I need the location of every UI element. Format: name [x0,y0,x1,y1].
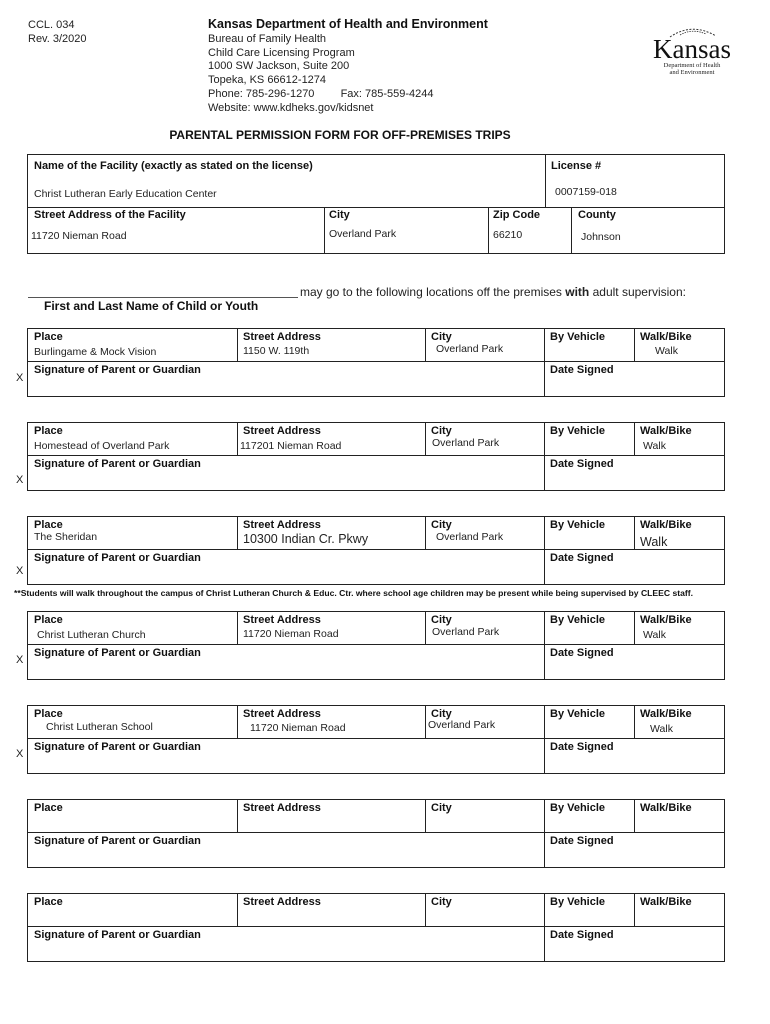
child-name-label: First and Last Name of Child or Youth [44,299,259,313]
city-label: City [431,519,452,531]
facility-city-value[interactable]: Overland Park [329,228,397,240]
trip-block [27,516,725,585]
date-signed-label: Date Signed [550,552,614,564]
signature-label: Signature of Parent or Guardian [34,647,201,659]
signature-label: Signature of Parent or Guardian [34,835,201,847]
facility-name-value[interactable]: Christ Lutheran Early Education Center [34,188,217,200]
trip-city-value[interactable]: Overland Park [428,719,496,731]
trip-block [27,893,725,962]
street-label: Street Address [243,519,321,531]
date-signed-label: Date Signed [550,835,614,847]
agency-bureau: Bureau of Family Health [208,32,326,45]
agency-street: 1000 SW Jackson, Suite 200 [208,60,350,73]
date-signed-label: Date Signed [550,458,614,470]
vehicle-label: By Vehicle [550,425,606,437]
signature-x-mark: X [16,565,24,577]
signature-label: Signature of Parent or Guardian [34,741,201,753]
agency-title: Kansas Department of Health and Environment [208,17,488,31]
city-label: City [431,331,452,343]
walk-label: Walk/Bike [640,802,692,814]
street-label: Street Address [243,425,321,437]
trip-place-value[interactable]: Christ Lutheran School [46,721,153,733]
place-label: Place [34,896,63,908]
date-signed-label: Date Signed [550,741,614,753]
trip-walk-value[interactable]: Walk [655,345,678,357]
walk-label: Walk/Bike [640,708,692,720]
agency-website: Website: www.kdheks.gov/kidsnet [208,101,374,114]
logo-line1: Department of Health [663,62,721,69]
signature-x-mark: X [16,474,24,486]
signature-x-mark: X [16,748,24,760]
trip-street-value[interactable]: 1150 W. 119th [243,345,310,357]
form-code: CCL. 034 [28,19,75,31]
place-label: Place [34,802,63,814]
signature-label: Signature of Parent or Guardian [34,929,201,941]
signature-x-mark: X [16,372,24,384]
city-label: City [431,614,452,626]
date-signed-label: Date Signed [550,929,614,941]
place-label: Place [34,519,63,531]
trip-place-value[interactable]: The Sheridan [34,531,98,543]
vehicle-label: By Vehicle [550,708,606,720]
facility-name-label: Name of the Facility (exactly as stated on the license) [34,160,313,172]
trip-block [27,328,725,397]
trip-block [27,611,725,680]
trip-street-value[interactable]: 11720 Nieman Road [250,722,346,734]
street-label: Street Address [243,614,321,626]
facility-zip-label: Zip Code [493,209,541,221]
vehicle-label: By Vehicle [550,802,606,814]
place-label: Place [34,331,63,343]
signature-label: Signature of Parent or Guardian [34,552,201,564]
street-label: Street Address [243,802,321,814]
trip-street-value[interactable]: 11720 Nieman Road [243,628,339,640]
walk-label: Walk/Bike [640,614,692,626]
facility-street-label: Street Address of the Facility [34,209,186,221]
city-label: City [431,896,452,908]
city-label: City [431,708,452,720]
trip-city-value[interactable]: Overland Park [436,531,504,543]
facility-zip-value[interactable]: 66210 [493,229,523,241]
date-signed-label: Date Signed [550,647,614,659]
license-label: License # [551,160,602,172]
city-label: City [431,425,452,437]
trip-walk-value[interactable]: Walk [640,535,668,549]
kdhe-logo [650,22,734,78]
walking-note: **Students will walk throughout the campus of Christ Lutheran Church & Educ. Ctr. where school age children may be present while being supervised by CLEEC staff. [14,588,694,598]
child-name-line[interactable] [28,297,298,298]
walk-label: Walk/Bike [640,896,692,908]
permission-text: may go to the following locations off the premises with adult supervision: [300,285,686,299]
walk-label: Walk/Bike [640,425,692,437]
trip-walk-value[interactable]: Walk [643,440,666,452]
street-label: Street Address [243,708,321,720]
place-label: Place [34,425,63,437]
trip-block [27,422,725,491]
date-signed-label: Date Signed [550,364,614,376]
trip-walk-value[interactable]: Walk [650,723,673,735]
facility-city-label: City [329,209,350,221]
facility-street-value[interactable]: 11720 Nieman Road [31,230,127,242]
agency-phone: Phone: 785-296-1270 [208,87,315,100]
trip-place-value[interactable]: Christ Lutheran Church [37,629,146,641]
place-label: Place [34,708,63,720]
vehicle-label: By Vehicle [550,331,606,343]
form-title: PARENTAL PERMISSION FORM FOR OFF-PREMISES TRIPS [169,128,511,142]
form-revision: Rev. 3/2020 [28,32,87,45]
signature-label: Signature of Parent or Guardian [34,458,201,470]
trip-city-value[interactable]: Overland Park [432,626,500,638]
license-value[interactable]: 0007159-018 [555,186,617,198]
trip-place-value[interactable]: Homestead of Overland Park [34,440,170,452]
vehicle-label: By Vehicle [550,614,606,626]
agency-program: Child Care Licensing Program [208,46,355,59]
walk-label: Walk/Bike [640,331,692,343]
city-label: City [431,802,452,814]
walk-label: Walk/Bike [640,519,692,531]
trip-block [27,705,725,774]
street-label: Street Address [243,331,321,343]
signature-label: Signature of Parent or Guardian [34,364,201,376]
agency-phone-fax [208,88,488,102]
facility-county-label: County [578,209,616,221]
logo-word: Kansas [653,34,731,64]
facility-county-value[interactable]: Johnson [581,231,621,243]
trip-city-value[interactable]: Overland Park [436,343,504,355]
trip-place-value[interactable]: Burlingame & Mock Vision [34,346,157,358]
form-id-block [28,19,87,46]
agency-city: Topeka, KS 66612-1274 [208,74,327,87]
agency-block [208,18,488,116]
vehicle-label: By Vehicle [550,519,606,531]
signature-x-mark: X [16,654,24,666]
trip-walk-value[interactable]: Walk [643,629,666,641]
trip-block [27,799,725,868]
vehicle-label: By Vehicle [550,896,606,908]
trip-street-value[interactable]: 10300 Indian Cr. Pkwy [243,532,369,546]
agency-fax: Fax: 785-559-4244 [340,87,434,100]
trip-city-value[interactable]: Overland Park [432,437,500,449]
street-label: Street Address [243,896,321,908]
logo-line2: and Environment [669,69,715,76]
trip-street-value[interactable]: 117201 Nieman Road [240,440,342,452]
place-label: Place [34,614,63,626]
